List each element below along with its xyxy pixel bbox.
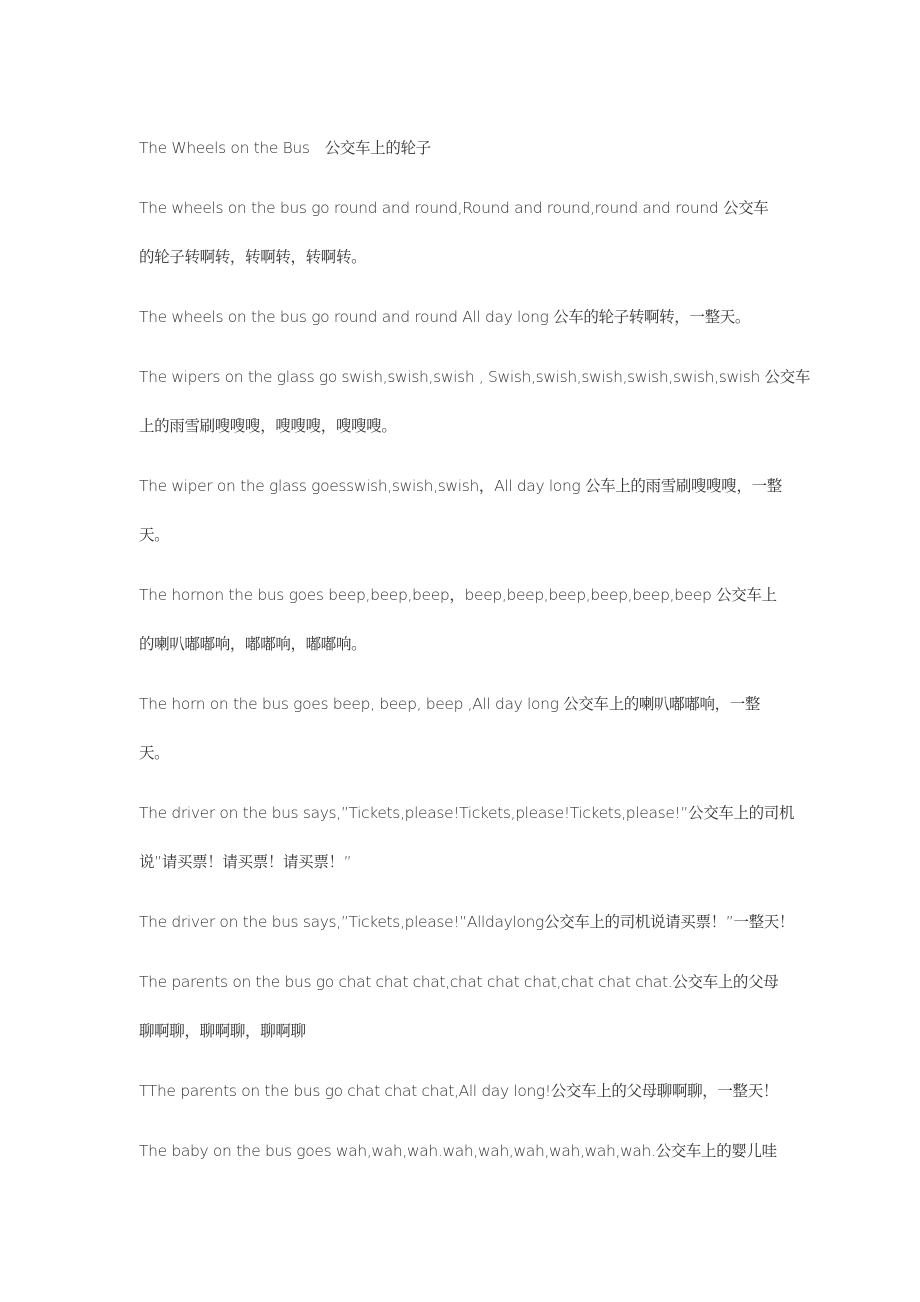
paragraph [139, 583, 787, 656]
paragraph [139, 365, 810, 438]
paragraph [139, 196, 787, 269]
paragraph-line: TThe parents on the bus go chat chat chat,All day long!公交车上的父母聊啊聊，一整天！ [139, 1082, 778, 1100]
paragraph-line: The parents on the bus go chat chat chat,chat chat chat,chat chat chat.公交车上的父母 [139, 973, 779, 991]
paragraph-line: The wheels on the bus go round and round All day long 公车的轮子转啊转，一整天。 [139, 308, 751, 326]
paragraph-line: The driver on the bus says,”Tickets,please!”Alldaylong公交车上的司机说请买票！”一整天！ [139, 913, 795, 931]
paragraph-line: 的轮子转啊转，转啊转，转啊转。 [139, 248, 367, 266]
paragraph-line: The wheels on the bus go round and round,Round and round,round and round 公交车 [139, 199, 769, 217]
paragraph-line: The wiper on the glass goesswish,swish,swish，All day long 公车上的雨雪刷嗖嗖嗖，一整 [139, 477, 782, 495]
paragraph [139, 305, 787, 329]
paragraph-line: 天。 [139, 526, 170, 544]
paragraph [139, 474, 787, 547]
paragraph [139, 910, 795, 934]
paragraph-line: The hornon the bus goes beep,beep,beep，beep,beep,beep,beep,beep,beep 公交车上 [139, 586, 777, 604]
paragraph [139, 970, 787, 1043]
paragraph-line: 聊啊聊，聊啊聊，聊啊聊 [139, 1022, 306, 1040]
paragraph [139, 1079, 787, 1103]
document-body [139, 136, 810, 1163]
paragraph-list [139, 196, 810, 1163]
paragraph-line: 说”请买票！请买票！请买票！” [139, 853, 352, 871]
paragraph [139, 801, 795, 874]
paragraph-line: 的喇叭嘟嘟响，嘟嘟响，嘟嘟响。 [139, 635, 367, 653]
paragraph [139, 1139, 787, 1163]
paragraph-line: The baby on the bus goes wah,wah,wah.wah,wah,wah,wah,wah,wah.公交车上的婴儿哇 [139, 1142, 777, 1160]
paragraph-line: The horn on the bus goes beep, beep, beep ,All day long 公交车上的喇叭嘟嘟响，一整 [139, 695, 761, 713]
document-title: The Wheels on the Bus 公交车上的轮子 [139, 139, 431, 157]
paragraph-line: The wipers on the glass go swish,swish,swish , Swish,swish,swish,swish,swish,swish 公交车 [139, 368, 810, 386]
paragraph-line: 上的雨雪刷嗖嗖嗖，嗖嗖嗖，嗖嗖嗖。 [139, 417, 397, 435]
paragraph-line: 天。 [139, 744, 170, 762]
paragraph [139, 692, 787, 765]
paragraph-line: The driver on the bus says,”Tickets,please!Tickets,please!Tickets,please!”公交车上的司机 [139, 804, 795, 822]
